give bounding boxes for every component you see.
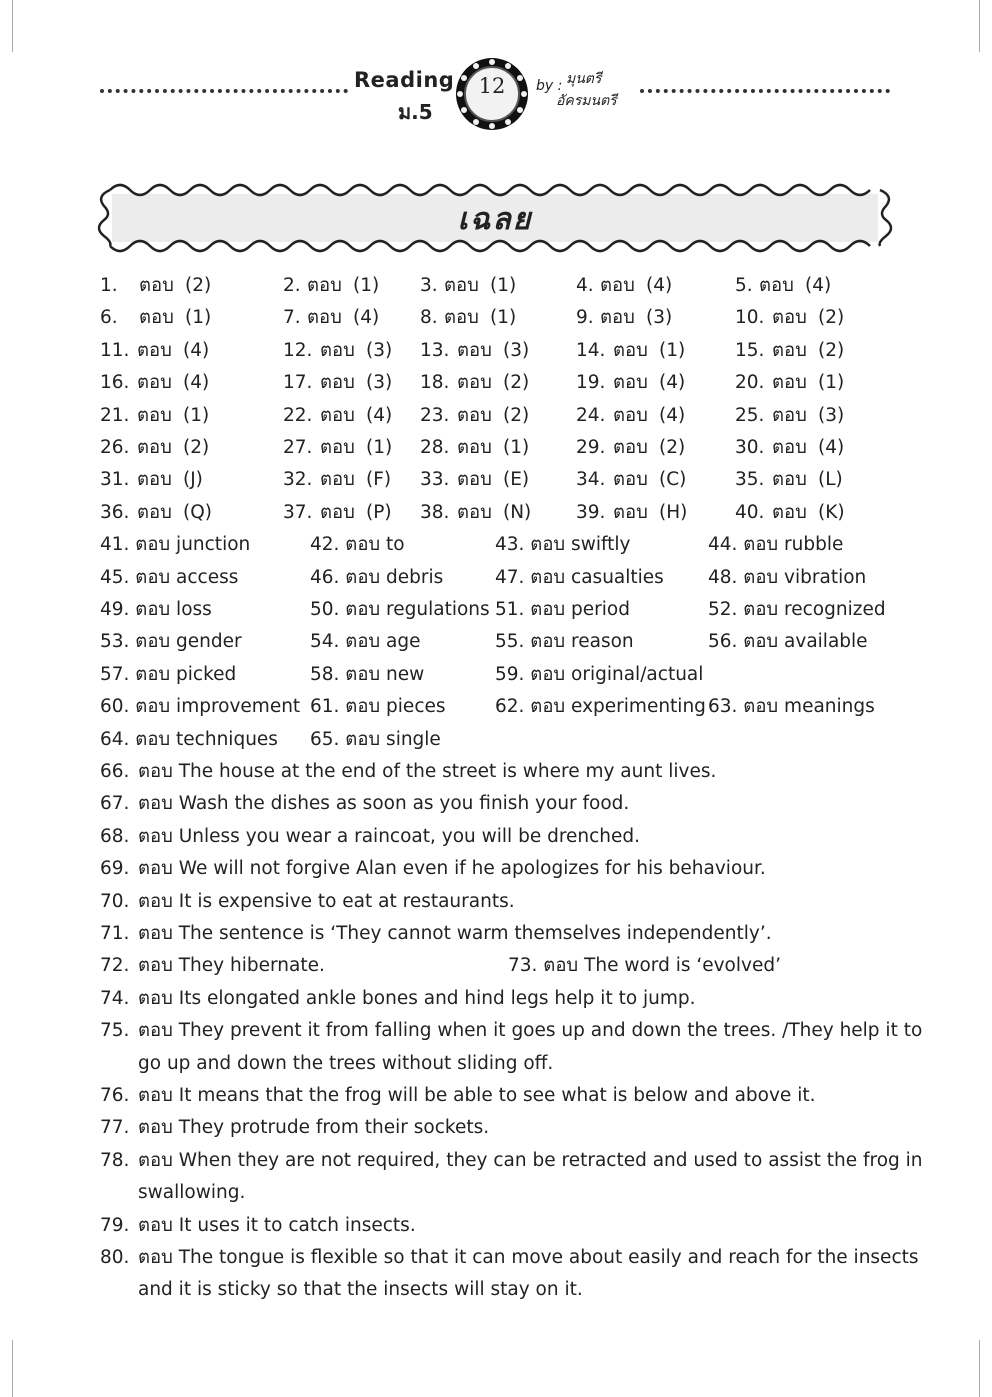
answer-label: ตอบ [307, 307, 342, 329]
answer-label: ตอบ [772, 437, 807, 458]
answer-number: 76. [100, 1085, 130, 1106]
answer-number: 21. [100, 404, 130, 426]
answer-number: 7. [283, 307, 301, 329]
author-line-1: มุนตรี [566, 71, 602, 87]
answer-number: 26. [100, 437, 130, 458]
word-answer: 46. ตอบ debris [310, 566, 444, 588]
answer-choice: (3) [503, 339, 530, 361]
answer-choice: (F) [366, 469, 392, 491]
sentence-answer-row [0, 822, 992, 852]
answer-choice: (1) [366, 437, 393, 458]
answer-number: 36. [100, 501, 130, 523]
sentence-answer: ตอบ We will not forgive Alan even if he apologizes for his behaviour. [138, 858, 766, 880]
answer-choice: (4) [183, 339, 210, 361]
answer-choice: (1) [185, 307, 212, 329]
sentence-answer-row [0, 919, 992, 949]
answer-choice: (4) [659, 404, 686, 426]
grade-label: ม.5 [398, 100, 433, 124]
sentence-answer-row [0, 1178, 992, 1208]
word-answer: 60. ตอบ improvement [100, 696, 301, 718]
header-dotted-rule-left [100, 89, 348, 93]
word-answer: 55. ตอบ reason [495, 631, 634, 653]
answer-label: ตอบ [457, 437, 492, 458]
answer-choice: (E) [503, 469, 530, 491]
answer-choice: (4) [805, 275, 832, 296]
answer-label: ตอบ [772, 307, 807, 329]
answer-number: 15. [735, 339, 765, 361]
answer-choice: (1) [490, 307, 517, 329]
answer-number: 13. [420, 339, 450, 361]
answer-label: ตอบ [457, 372, 492, 394]
sentence-answer-row [0, 1211, 992, 1241]
answer-label: ตอบ [320, 339, 355, 361]
choice-answer-row [0, 433, 992, 463]
choice-answer-row [0, 303, 992, 333]
answer-choice: (P) [366, 501, 392, 523]
sentence-answer: ตอบ When they are not required, they can be retracted and used to assist the frog in [138, 1149, 923, 1171]
answer-number: 66. [100, 761, 130, 782]
answer-choice: (N) [503, 501, 532, 523]
answer-number: 9. [576, 307, 594, 329]
answer-label: ตอบ [613, 339, 648, 361]
answer-number: 71. [100, 923, 130, 944]
answer-label: ตอบ [613, 437, 648, 458]
answer-choice: (4) [646, 275, 673, 296]
sentence-answer: ตอบ It is expensive to eat at restaurants. [138, 890, 515, 912]
sentence-answer: ตอบ They hibernate. [138, 955, 325, 977]
word-answer-row [0, 725, 992, 755]
word-answer: 65. ตอบ single [310, 728, 441, 750]
answer-choice: (4) [353, 307, 380, 329]
answer-number: 72. [100, 955, 130, 977]
word-answer: 64. ตอบ techniques [100, 728, 278, 750]
sentence-answer-row [0, 1243, 992, 1273]
choice-answer-row [0, 368, 992, 398]
answer-choice: (3) [366, 339, 393, 361]
answer-label: ตอบ [320, 404, 355, 426]
answer-label: ตอบ [613, 404, 648, 426]
subject-label: Reading [354, 68, 455, 92]
answer-choice: (1) [353, 275, 380, 296]
sentence-answer: 73. ตอบ The word is ‘evolved’ [508, 955, 781, 977]
answer-choice: (4) [659, 372, 686, 394]
answer-number: 3. [420, 275, 438, 296]
sentence-answer-row [0, 1113, 992, 1143]
answer-choice: (4) [818, 437, 845, 458]
answer-number: 37. [283, 501, 313, 523]
answer-label: ตอบ [457, 339, 492, 361]
answer-number: 32. [283, 469, 313, 491]
answer-number: 11. [100, 339, 130, 361]
answer-number: 79. [100, 1214, 130, 1236]
word-answer: 52. ตอบ recognized [708, 599, 886, 620]
word-answer: 57. ตอบ picked [100, 663, 237, 685]
answer-choice: (Q) [183, 501, 212, 523]
answer-label: ตอบ [759, 275, 794, 296]
answer-choice: (J) [183, 469, 203, 491]
answer-number: 24. [576, 404, 606, 426]
word-answer: 62. ตอบ experimenting [495, 696, 706, 718]
answer-label: ตอบ [772, 469, 807, 491]
answer-choice: (2) [818, 307, 845, 329]
answer-label: ตอบ [444, 307, 479, 329]
answer-label: ตอบ [307, 275, 342, 296]
word-answer-row [0, 627, 992, 657]
answer-label: ตอบ [772, 501, 807, 523]
header-dotted-rule-right [640, 89, 890, 93]
sentence-answer: ตอบ Unless you wear a raincoat, you will be drenched. [138, 825, 641, 847]
answer-number: 16. [100, 372, 130, 394]
word-answer-row [0, 692, 992, 722]
answer-number: 40. [735, 501, 765, 523]
answer-label: ตอบ [772, 339, 807, 361]
answer-number: 67. [100, 793, 130, 815]
answer-number: 78. [100, 1149, 130, 1171]
answer-choice: (1) [659, 339, 686, 361]
answer-choice: (H) [659, 501, 688, 523]
answer-choice: (C) [659, 469, 687, 491]
sentence-answer: go up and down the trees without sliding off. [138, 1052, 554, 1074]
answer-choice: (3) [646, 307, 673, 329]
answer-number: 4. [576, 275, 594, 296]
page-header [100, 48, 890, 138]
answer-choice: (4) [183, 372, 210, 394]
word-answer: 53. ตอบ gender [100, 631, 242, 653]
answer-number: 38. [420, 501, 450, 523]
answer-choice: (1) [490, 275, 517, 296]
answer-label: ตอบ [320, 437, 355, 458]
sentence-answer-row [0, 951, 992, 981]
answer-number: 31. [100, 469, 130, 491]
choice-answer-row [0, 465, 992, 495]
answer-label: ตอบ [613, 469, 648, 491]
answer-choice: (2) [183, 437, 210, 458]
answer-number: 25. [735, 404, 765, 426]
answer-number: 30. [735, 437, 765, 458]
sentence-answer: ตอบ The sentence is ‘They cannot warm themselves independently’. [138, 923, 772, 944]
sentence-answer-row [0, 789, 992, 819]
sentence-answer: ตอบ Its elongated ankle bones and hind legs help it to jump. [138, 987, 696, 1009]
page-number: 12 [478, 74, 506, 98]
word-answer: 45. ตอบ access [100, 566, 239, 588]
answer-number: 1. [100, 275, 118, 296]
answer-label: ตอบ [137, 437, 172, 458]
word-answer: 49. ตอบ loss [100, 599, 212, 620]
answer-label: ตอบ [457, 404, 492, 426]
word-answer-row [0, 530, 992, 560]
sentence-answer-row [0, 887, 992, 917]
answer-number: 28. [420, 437, 450, 458]
answer-number: 19. [576, 372, 606, 394]
answer-label: ตอบ [137, 339, 172, 361]
word-answer: 63. ตอบ meanings [708, 696, 875, 718]
answer-number: 20. [735, 372, 765, 394]
word-answer: 43. ตอบ swiftly [495, 534, 631, 556]
answer-choice: (2) [185, 275, 212, 296]
answer-number: 77. [100, 1117, 130, 1139]
word-answer: 54. ตอบ age [310, 631, 421, 653]
sentence-answer: ตอบ They protrude from their sockets. [138, 1117, 490, 1139]
sentence-answer: ตอบ The house at the end of the street is where my aunt lives. [138, 761, 717, 782]
answer-number: 35. [735, 469, 765, 491]
answer-number: 34. [576, 469, 606, 491]
word-answer: 59. ตอบ original/actual [495, 663, 704, 685]
answer-choice: (2) [503, 372, 530, 394]
answer-choice: (2) [659, 437, 686, 458]
word-answer: 51. ตอบ period [495, 599, 630, 620]
answer-number: 68. [100, 825, 130, 847]
crop-mark-top-left [12, 0, 13, 52]
answer-key-title: เฉลย [457, 202, 533, 237]
answer-choice: (2) [818, 339, 845, 361]
answer-number: 17. [283, 372, 313, 394]
answer-choice: (2) [503, 404, 530, 426]
answer-label: ตอบ [457, 469, 492, 491]
answer-label: ตอบ [320, 372, 355, 394]
answer-label: ตอบ [139, 275, 174, 296]
sentence-answer: and it is sticky so that the insects will stay on it. [138, 1279, 583, 1301]
word-answer: 56. ตอบ available [708, 631, 868, 653]
word-answer: 61. ตอบ pieces [310, 696, 446, 718]
answer-label: ตอบ [137, 404, 172, 426]
answer-label: ตอบ [613, 372, 648, 394]
answer-choice: (3) [366, 372, 393, 394]
answer-label: ตอบ [139, 307, 174, 329]
sentence-answer: ตอบ It means that the frog will be able to see what is below and above it. [138, 1085, 816, 1106]
answer-choice: (1) [818, 372, 845, 394]
choice-answer-row [0, 336, 992, 366]
answer-label: ตอบ [457, 501, 492, 523]
answer-choice: (1) [183, 404, 210, 426]
answer-number: 75. [100, 1020, 130, 1042]
word-answer: 44. ตอบ rubble [708, 534, 844, 556]
sentence-answer-row [0, 1049, 992, 1079]
sentence-answer-row [0, 757, 992, 787]
sentence-answer-row [0, 1275, 992, 1305]
answer-number: 22. [283, 404, 313, 426]
answer-label: ตอบ [320, 469, 355, 491]
answer-label: ตอบ [600, 307, 635, 329]
sentence-answer-row [0, 854, 992, 884]
answer-number: 5. [735, 275, 753, 296]
answer-number: 27. [283, 437, 313, 458]
word-answer: 47. ตอบ casualties [495, 566, 664, 588]
crop-mark-top-right [979, 0, 980, 52]
word-answer: 42. ตอบ to [310, 534, 405, 556]
answer-number: 29. [576, 437, 606, 458]
word-answer: 48. ตอบ vibration [708, 566, 867, 588]
sentence-answer: ตอบ They prevent it from falling when it goes up and down the trees. /They help it to [138, 1020, 923, 1042]
word-answer-row [0, 563, 992, 593]
answer-label: ตอบ [137, 501, 172, 523]
answer-number: 74. [100, 987, 130, 1009]
answer-label: ตอบ [137, 372, 172, 394]
crop-mark-bottom-right [979, 1340, 980, 1397]
answer-number: 14. [576, 339, 606, 361]
sentence-answer-row [0, 984, 992, 1014]
answer-number: 70. [100, 890, 130, 912]
sentence-answer: swallowing. [138, 1182, 246, 1204]
sentence-answer-row [0, 1146, 992, 1176]
answer-label: ตอบ [444, 275, 479, 296]
answer-number: 39. [576, 501, 606, 523]
word-answer-row [0, 660, 992, 690]
answer-label: ตอบ [320, 501, 355, 523]
answer-label: ตอบ [772, 404, 807, 426]
word-answer: 50. ตอบ regulations [310, 599, 490, 620]
sentence-answer-row [0, 1016, 992, 1046]
answer-choice: (1) [503, 437, 530, 458]
crop-mark-bottom-left [12, 1340, 13, 1397]
answer-label: ตอบ [137, 469, 172, 491]
answer-number: 80. [100, 1247, 130, 1268]
by-label: by : [536, 78, 563, 94]
sentence-answer: ตอบ The tongue is flexible so that it can move about easily and reach for the insects [138, 1247, 919, 1268]
word-answer-row [0, 595, 992, 625]
choice-answer-row [0, 271, 992, 301]
sentence-answer: ตอบ Wash the dishes as soon as you finish your food. [138, 793, 630, 815]
choice-answer-row [0, 401, 992, 431]
answer-number: 23. [420, 404, 450, 426]
answer-number: 6. [100, 307, 118, 329]
sentence-answer-row [0, 1081, 992, 1111]
answer-number: 10. [735, 307, 765, 329]
answer-number: 18. [420, 372, 450, 394]
answer-choice: (L) [818, 469, 843, 491]
answer-number: 2. [283, 275, 301, 296]
word-answer: 58. ตอบ new [310, 663, 425, 685]
word-answer: 41. ตอบ junction [100, 534, 251, 556]
answer-number: 12. [283, 339, 313, 361]
answer-choice: (3) [818, 404, 845, 426]
sentence-answer: ตอบ It uses it to catch insects. [138, 1214, 416, 1236]
answer-choice: (K) [818, 501, 845, 523]
author-line-2: อัครมนตรี [556, 93, 617, 109]
answer-choice: (4) [366, 404, 393, 426]
answer-label: ตอบ [613, 501, 648, 523]
answer-label: ตอบ [600, 275, 635, 296]
answer-number: 33. [420, 469, 450, 491]
answer-number: 8. [420, 307, 438, 329]
answer-label: ตอบ [772, 372, 807, 394]
answer-number: 69. [100, 858, 130, 880]
choice-answer-row [0, 498, 992, 528]
